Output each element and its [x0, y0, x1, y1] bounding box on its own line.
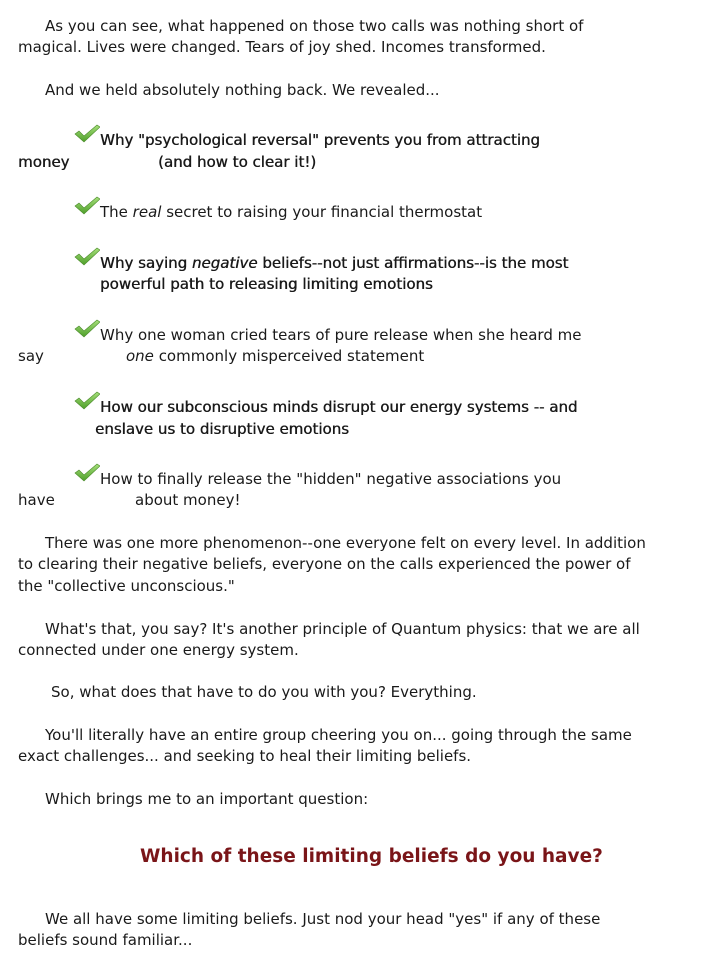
text: commonly misperceived statement [153, 347, 425, 365]
paragraph-line: to clearing their negative beliefs, everyone on the calls experienced the power of [18, 555, 631, 573]
bullet-text [100, 253, 568, 273]
bullet-text: say [18, 347, 44, 365]
checkmark-icon [74, 196, 100, 216]
paragraph: So, what does that have to do you with you? Everything. [51, 683, 477, 701]
checkmark-icon [74, 247, 100, 267]
bullet-text: money [18, 153, 70, 171]
text: beliefs--not just affirmations--is the most [257, 254, 569, 272]
paragraph-line: connected under one energy system. [18, 641, 299, 659]
paragraph-line: What's that, you say? It's another principle of Quantum physics: that we are all [45, 620, 640, 638]
bullet-text: How to finally release the "hidden" negative associations you [100, 470, 562, 488]
bullet-text: Why one woman cried tears of pure release when she heard me [100, 326, 582, 344]
bullet-text [126, 346, 424, 366]
section-heading: Which of these limiting beliefs do you have? [140, 846, 603, 867]
bullet-text: Why "psychological reversal" prevents you from attracting [100, 131, 540, 149]
paragraph: Which brings me to an important question: [45, 790, 369, 808]
paragraph-line: the "collective unconscious." [18, 577, 235, 595]
emphasis: real [132, 203, 162, 221]
text: secret to raising your financial thermostat [161, 203, 483, 221]
paragraph-line: magical. Lives were changed. Tears of joy shed. Incomes transformed. [18, 38, 546, 56]
checkmark-icon [74, 463, 100, 483]
checkmark-icon [74, 391, 100, 411]
bullet-text: powerful path to releasing limiting emotions [100, 275, 433, 293]
paragraph-line: As you can see, what happened on those two calls was nothing short of [45, 17, 584, 35]
text: The [100, 203, 133, 221]
bullet-text [100, 202, 482, 222]
bullet-text: enslave us to disruptive emotions [95, 420, 349, 438]
bullet-text: (and how to clear it!) [158, 153, 317, 171]
paragraph: And we held absolutely nothing back. We revealed... [45, 81, 440, 99]
bullet-text: have [18, 491, 55, 509]
text: Why saying [100, 254, 192, 272]
paragraph-line: exact challenges... and seeking to heal their limiting beliefs. [18, 747, 472, 765]
checkmark-icon [74, 319, 100, 339]
paragraph-line: beliefs sound familiar... [18, 931, 193, 949]
bullet-text: How our subconscious minds disrupt our energy systems -- and [100, 398, 578, 416]
emphasis: negative [191, 254, 258, 272]
checkmark-icon [74, 124, 100, 144]
bullet-text: about money! [135, 491, 241, 509]
paragraph-line: You'll literally have an entire group cheering you on... going through the same [45, 726, 632, 744]
paragraph-line: We all have some limiting beliefs. Just nod your head "yes" if any of these [45, 910, 601, 928]
emphasis: one [126, 347, 154, 365]
paragraph-line: There was one more phenomenon--one everyone felt on every level. In addition [45, 534, 646, 552]
